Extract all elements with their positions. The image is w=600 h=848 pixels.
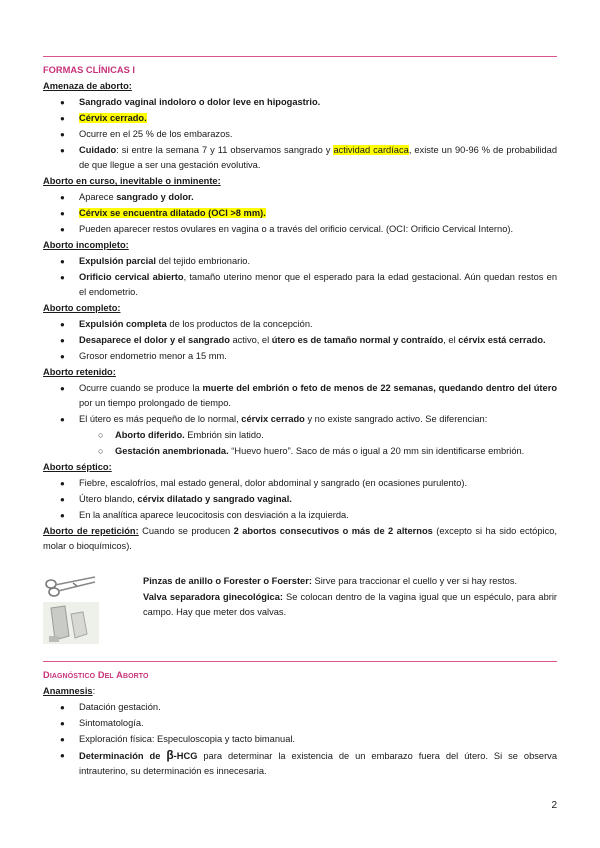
instruments-description xyxy=(143,574,557,644)
text-run: Se colocan dentro de la vagina igual que un espéculo, para abrir campo. Hay que meter dos valvas. xyxy=(143,592,557,617)
text-run: Cuidado xyxy=(79,145,117,155)
text-run: Gestación anembrionada. xyxy=(115,446,229,456)
text-run: Aborto de repetición: xyxy=(43,526,139,536)
text-run: Cérvix cerrado. xyxy=(79,113,147,123)
bullet-list xyxy=(43,476,557,523)
text-run: Sangrado vaginal indoloro o dolor leve en hipogastrio. xyxy=(79,97,321,107)
subsection-heading: Aborto séptico: xyxy=(43,462,112,472)
list-item xyxy=(43,333,557,348)
text-run: Embrión sin latido. xyxy=(184,430,264,440)
bullet-list xyxy=(43,190,557,237)
text-run: útero es de tamaño normal y contraído xyxy=(271,335,444,345)
subsection-heading: Aborto en curso, inevitable o inminente: xyxy=(43,176,221,186)
text-run: Aborto diferido. xyxy=(115,430,185,440)
list-item xyxy=(43,492,557,507)
instruments-block xyxy=(43,574,557,644)
text-run: Valva separadora ginecológica: xyxy=(143,592,283,602)
text-run: El útero es más pequeño de lo normal, xyxy=(79,414,242,424)
text-run: por un tiempo prolongado de tiempo. xyxy=(79,398,231,408)
section-title: FORMAS CLÍNICAS I xyxy=(43,65,135,75)
list-item xyxy=(43,476,557,491)
list-item xyxy=(43,111,557,126)
subsection-heading: Aborto completo: xyxy=(43,303,121,313)
text-run: En la analítica aparece leucocitosis con desviación a la izquierda. xyxy=(79,510,349,520)
ring-forceps-icon xyxy=(46,577,95,596)
list-item xyxy=(43,317,557,332)
text-run: Fiebre, escalofríos, mal estado general, dolor abdominal y sangrado (en ocasiones purulento). xyxy=(79,478,468,488)
document-page xyxy=(43,56,557,780)
list-item xyxy=(43,143,557,173)
list-item xyxy=(43,700,557,715)
list-item xyxy=(43,95,557,110)
text-run: Orificio cervical abierto xyxy=(79,272,184,282)
list-item xyxy=(43,381,557,411)
text-run: activo, el xyxy=(229,335,272,345)
text-run: , el xyxy=(443,335,459,345)
list-item xyxy=(43,206,557,221)
text-run: muerte del embrión o feto de menos de 22 semanas, quedando dentro del útero xyxy=(202,383,557,393)
text-run: Expulsión completa xyxy=(79,319,167,329)
text-run: “Huevo huero”. Saco de más o igual a 20 mm sin identificarse embrión. xyxy=(228,446,525,456)
text-run: -HCG xyxy=(173,751,198,761)
bullet-list xyxy=(43,700,557,779)
section-divider xyxy=(43,661,557,662)
list-item xyxy=(43,412,557,427)
text-run: cérvix está cerrado. xyxy=(458,335,546,345)
instruments-illustration xyxy=(43,574,99,644)
list-item xyxy=(43,716,557,731)
text-run: 2 abortos consecutivos o más de 2 alternos xyxy=(233,526,433,536)
text-run: Útero blando, xyxy=(79,494,138,504)
text-run: β xyxy=(166,748,174,762)
sub-list-item xyxy=(43,444,557,459)
sub-bullet-list xyxy=(43,428,557,459)
text-run: Exploración física: Especuloscopia y tacto bimanual. xyxy=(79,734,296,744)
text-run: Datación gestación. xyxy=(79,702,161,712)
text-run: Cérvix se encuentra dilatado (OCI >8 mm). xyxy=(79,208,266,218)
instrument-item xyxy=(143,590,557,620)
list-item xyxy=(43,254,557,269)
list-item xyxy=(43,748,557,779)
list-item xyxy=(43,732,557,747)
text-run: cérvix cerrado xyxy=(241,414,305,424)
text-run: Desaparece el dolor y el sangrado xyxy=(79,335,230,345)
list-item xyxy=(43,222,557,237)
subsection-heading: Aborto incompleto: xyxy=(43,240,129,250)
bullet-list xyxy=(43,381,557,427)
text-run: sangrado y dolor. xyxy=(116,192,194,202)
text-run: Expulsión parcial xyxy=(79,256,156,266)
text-run: , existe un 90-96 % de probabilidad de que llegue a ser una gestación evolutiva. xyxy=(79,145,558,170)
section-body-diagnostico xyxy=(43,684,557,779)
list-item xyxy=(43,508,557,523)
bullet-list xyxy=(43,317,557,364)
section-title: Diagnóstico Del Aborto xyxy=(43,670,149,680)
bullet-list xyxy=(43,95,557,173)
text-run: de los productos de la concepción. xyxy=(166,319,313,329)
text-run: Pinzas de anillo o Forester o Foerster: xyxy=(143,576,312,586)
text-run: Pueden aparecer restos ovulares en vagina o a través del orificio cervical. (OCI: Orificio Cervical Interno). xyxy=(79,224,514,234)
section-divider xyxy=(43,56,557,57)
text-run: del tejido embrionario. xyxy=(155,256,251,266)
text-run: (excepto si ha sido ectópico, molar o bioquímicos). xyxy=(43,526,557,551)
list-item xyxy=(43,127,557,142)
text-run: Sirve para traccionar el cuello y ver si hay restos. xyxy=(311,576,518,586)
text-run: : si entre la semana 7 y 11 observamos sangrado y xyxy=(116,145,334,155)
text-run: actividad cardíaca xyxy=(333,145,409,155)
instrument-item xyxy=(143,574,557,589)
text-run: Sintomatología. xyxy=(79,718,144,728)
subsection-heading: Anamnesis: xyxy=(43,686,96,696)
text-run: Determinación de xyxy=(79,751,167,761)
vaginal-retractor-icon xyxy=(43,602,99,644)
text-run: Cuando se producen xyxy=(138,526,234,536)
bullet-list xyxy=(43,254,557,300)
text-run: Aparece xyxy=(79,192,117,202)
text-run: Grosor endometrio menor a 15 mm. xyxy=(79,351,227,361)
text-run: para determinar la existencia de un embarazo fuera del útero. Si se observa intrauterino, su determinación es innecesaria. xyxy=(79,751,557,776)
text-run: Ocurre cuando se produce la xyxy=(79,383,203,393)
subsection-heading: Aborto retenido: xyxy=(43,367,116,377)
text-run: y no existe sangrado activo. Se diferencian: xyxy=(304,414,488,424)
text-run: Ocurre en el 25 % de los embarazos. xyxy=(79,129,233,139)
list-item xyxy=(43,190,557,205)
aborto-repeticion-paragraph xyxy=(43,524,557,554)
text-run: cérvix dilatado y sangrado vaginal. xyxy=(137,494,292,504)
list-item xyxy=(43,349,557,364)
list-item xyxy=(43,270,557,300)
page-number: 2 xyxy=(551,800,557,811)
section-body-formas-clinicas xyxy=(43,79,557,523)
sub-list-item xyxy=(43,428,557,443)
subsection-heading: Amenaza de aborto: xyxy=(43,81,132,91)
text-run: , tamaño uterino menor que el esperado para la edad gestacional. Aún quedan restos en el endometrio. xyxy=(79,272,557,297)
